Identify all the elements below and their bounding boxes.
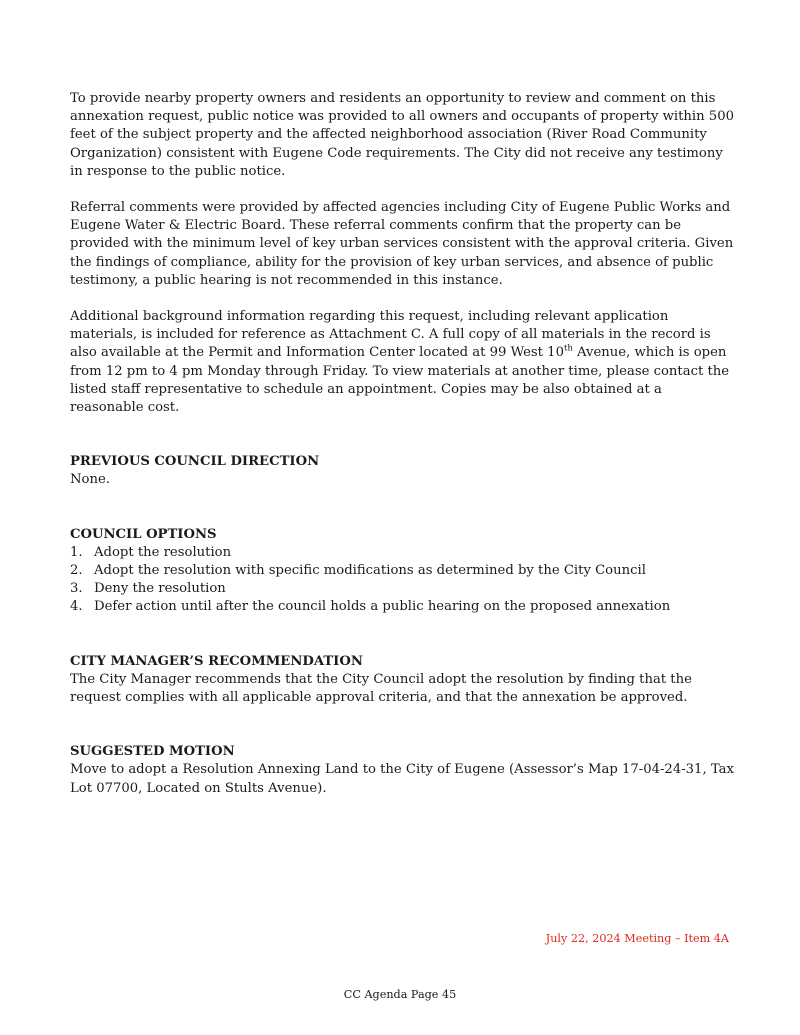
list-item-text: Adopt the resolution: [94, 544, 232, 560]
list-item-text: Adopt the resolution with specific modifications as determined by the City Council: [94, 563, 646, 579]
suggested-motion-heading: SUGGESTED MOTION: [70, 744, 235, 760]
list-item-number: 2.: [70, 563, 83, 579]
list-item: [70, 544, 735, 562]
background-info-text-end: Avenue, which is open from 12 pm to 4 pm Monday through Friday. To view materials at another time, please contact the listed staff representative to schedule an appointment. Copies may be also obtained at a reasonable cost.: [70, 345, 730, 416]
list-item-text: Defer action until after the council holds a public hearing on the proposed annexation: [94, 599, 671, 615]
previous-council-direction-section: [70, 453, 735, 489]
paragraph-public-notice: To provide nearby property owners and residents an opportunity to review and comment on this annexation request, public notice was provided to all owners and occupants of property within 500 feet of the subject property and the affected neighborhood association (River Road Community Organization) consistent with Eugene Code requirements. The City did not receive any testimony in response to the public notice.: [70, 91, 734, 179]
document-body: [70, 90, 735, 798]
background-info-text-start: Additional background information regarding this request, including relevant application materials, is included for reference as Attachment C. A full copy of all materials in the record is also available at the Permit and Information Center located at 99 West 10: [70, 309, 711, 361]
page-number: CC Agenda Page 45: [343, 988, 457, 1001]
list-item-number: 3.: [70, 581, 83, 597]
council-options-list: [70, 544, 735, 617]
council-options-heading: COUNCIL OPTIONS: [70, 526, 217, 542]
council-options-section: [70, 526, 735, 617]
city-manager-recommendation-section: [70, 653, 735, 708]
list-item: [70, 562, 735, 580]
list-item: [70, 580, 735, 598]
meeting-item-label: July 22, 2024 Meeting – Item 4A: [545, 932, 729, 945]
list-item: [70, 598, 735, 616]
previous-council-direction-text: None.: [70, 472, 110, 488]
previous-council-direction-heading: PREVIOUS COUNCIL DIRECTION: [70, 454, 320, 470]
suggested-motion-section: [70, 743, 735, 798]
list-item-number: 4.: [70, 599, 83, 615]
paragraph-background-info: [70, 308, 735, 417]
paragraph-referral-comments: Referral comments were provided by affected agencies including City of Eugene Public Works and Eugene Water & Electric Board. These referral comments confirm that the property can be provided with the minimum level of key urban services consistent with the approval criteria. Given the findings of compliance, ability for the provision of key urban services, and absence of public testimony, a public hearing is not recommended in this instance.: [70, 200, 734, 288]
city-manager-recommendation-heading: CITY MANAGER’S RECOMMENDATION: [70, 653, 363, 669]
ordinal-superscript: th: [563, 344, 573, 355]
city-manager-recommendation-text: The City Manager recommends that the City Council adopt the resolution by finding that the request complies with all applicable approval criteria, and that the annexation be approved.: [70, 671, 692, 706]
list-item-text: Deny the resolution: [94, 581, 226, 597]
list-item-number: 1.: [70, 544, 83, 560]
suggested-motion-text: Move to adopt a Resolution Annexing Land to the City of Eugene (Assessor’s Map 17-04-24-31, Tax Lot 07700, Located on Stults Avenue).: [70, 762, 734, 796]
